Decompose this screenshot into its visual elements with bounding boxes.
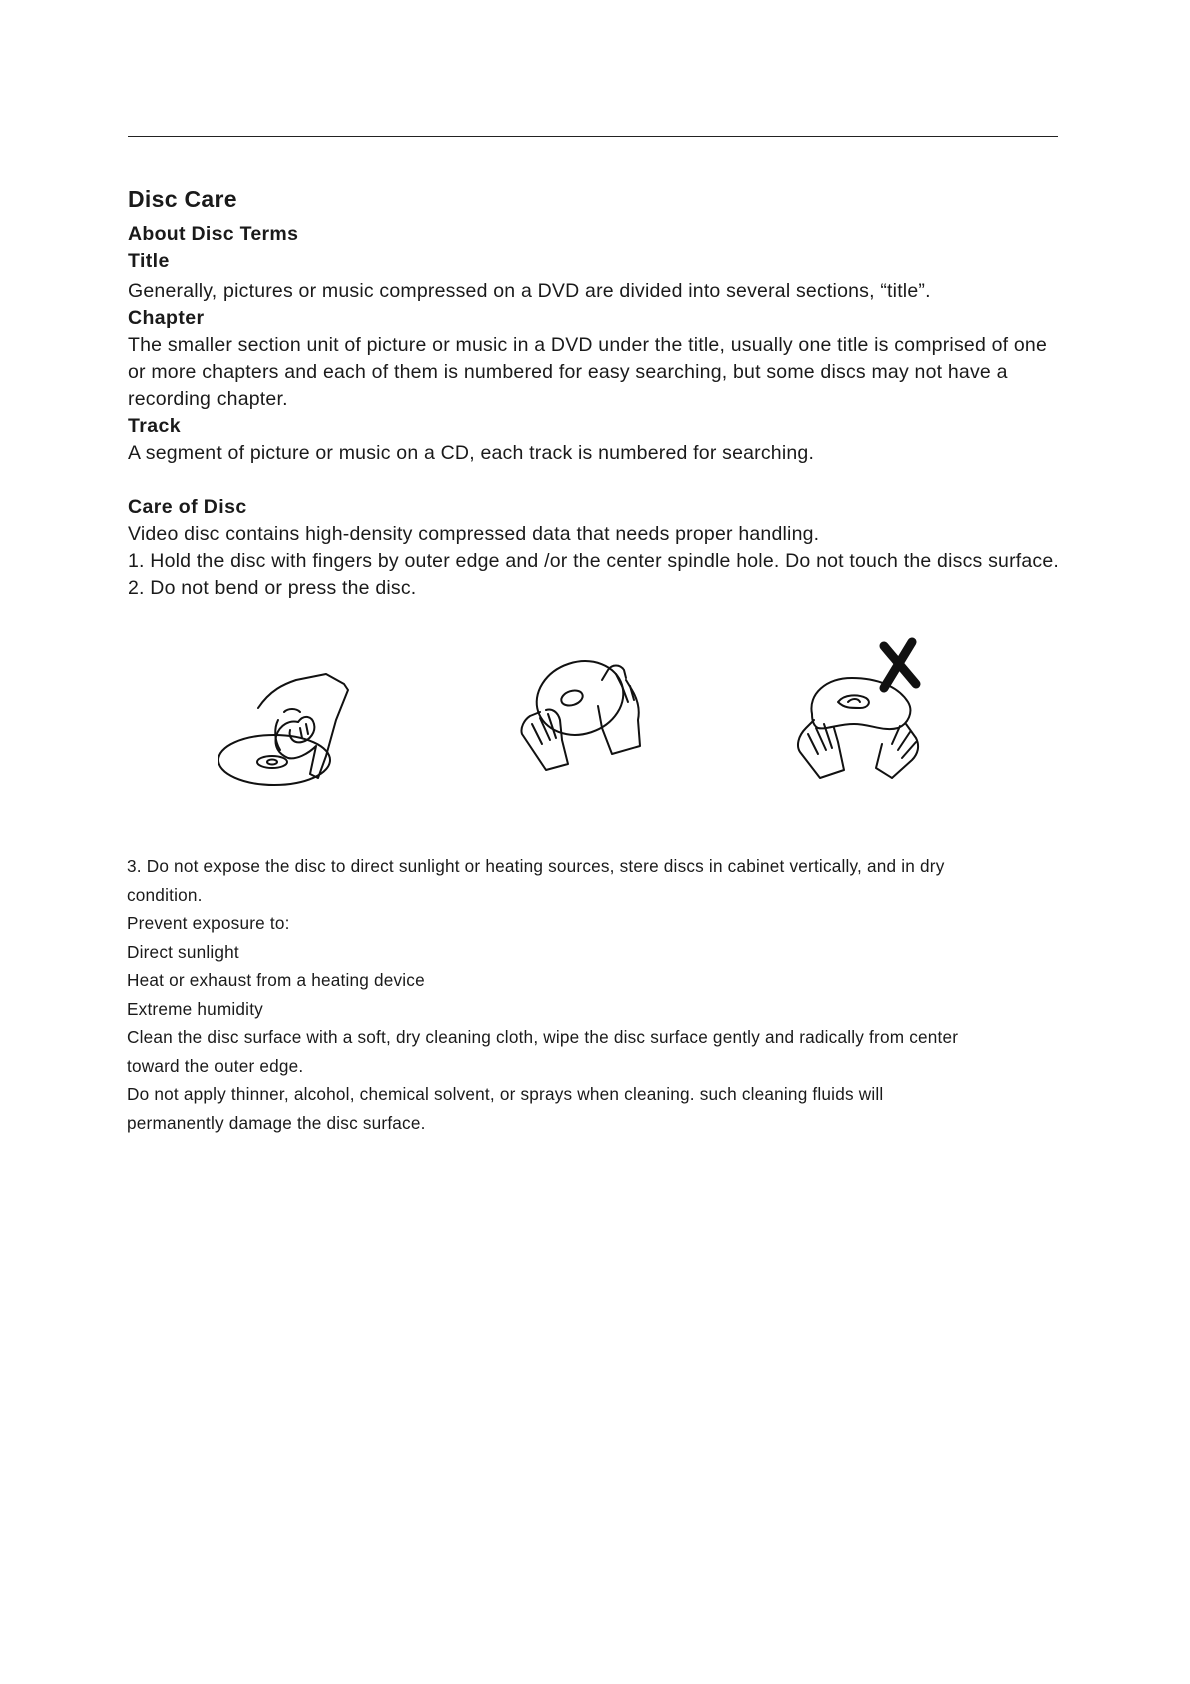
- care-item-2: 2. Do not bend or press the disc.: [128, 577, 417, 599]
- hand-holding-disc-icon: [218, 650, 398, 790]
- track-term-label: Track: [128, 415, 181, 437]
- care-intro: Video disc contains high-density compressed data that needs proper handling.: [128, 523, 820, 545]
- cleaning-instruction-line: toward the outer edge.: [127, 1055, 304, 1076]
- cleaning-instruction-line: Clean the disc surface with a soft, dry cleaning cloth, wipe the disc surface gently and radically from center: [127, 1027, 959, 1047]
- about-terms-heading: About Disc Terms: [128, 223, 299, 245]
- no-solvent-warning-line: Do not apply thinner, alcohol, chemical solvent, or sprays when cleaning. such cleaning fluids will: [127, 1084, 884, 1104]
- title-term-text: Generally, pictures or music compressed on a DVD are divided into several sections, “title”.: [128, 280, 931, 302]
- no-solvent-warning-line: permanently damage the disc surface.: [127, 1112, 426, 1133]
- exposure-item: Direct sunlight: [127, 941, 239, 962]
- care-item-1: 1. Hold the disc with fingers by outer edge and /or the center spindle hole. Do not touch the discs surface.: [128, 550, 1060, 572]
- exposure-item: Extreme humidity: [127, 998, 263, 1019]
- main-content: [128, 186, 1138, 602]
- exposure-item: Heat or exhaust from a heating device: [127, 970, 425, 990]
- title-term-label: Title: [128, 250, 170, 272]
- prevent-exposure-label: Prevent exposure to:: [127, 913, 290, 933]
- care-item-3-line: condition.: [127, 884, 203, 905]
- track-term-text: A segment of picture or music on a CD, each track is numbered for searching.: [128, 442, 815, 464]
- care-item-3-line: 3. Do not expose the disc to direct sunlight or heating sources, stere discs in cabinet vertically, and in dry: [127, 856, 945, 876]
- chapter-term-label: Chapter: [128, 307, 205, 329]
- care-heading: Care of Disc: [128, 496, 247, 518]
- disc-handling-illustrations: [128, 650, 1028, 810]
- care-continued: [127, 852, 1087, 1137]
- chapter-term-text-line: The smaller section unit of picture or music in a DVD under the title, usually one title is comprised of one: [128, 334, 1048, 356]
- two-hands-holding-disc-icon: [512, 650, 652, 780]
- top-rule: [128, 136, 1058, 137]
- bent-disc-prohibited-icon: [788, 632, 948, 782]
- chapter-term-text-line: recording chapter.: [128, 388, 288, 410]
- chapter-term-text-line: or more chapters and each of them is numbered for easy searching, but some discs may not have a: [128, 361, 1008, 383]
- page-title: Disc Care: [128, 186, 237, 212]
